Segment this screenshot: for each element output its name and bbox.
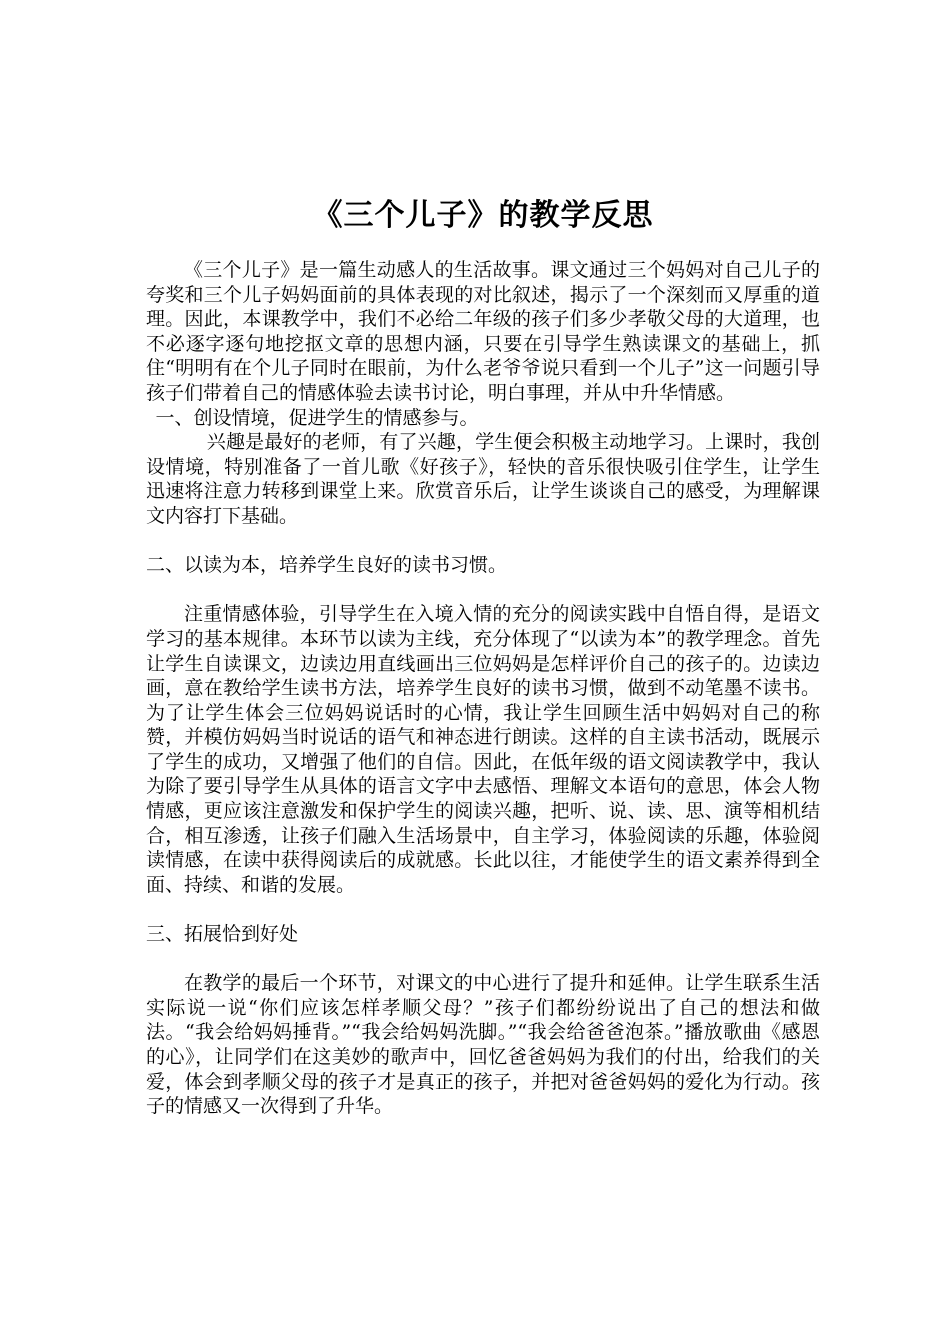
section-3-body: 在教学的最后一个环节，对课文的中心进行了提升和延伸。让学生联系生活实际说一说“你们应该怎样孝顺父母？”孩子们都纷纷说出了自己的想法和做法。“我会给妈妈捶背。”“我会给妈妈洗脚。”“我会给爸爸泡茶。”播放歌曲《感恩的心》，让同学们在这美妙的歌声中，回忆爸爸妈妈为我们的付出，给我们的关爱，体会到孝顺父母的孩子才是真正的孩子，并把对爸爸妈妈的爱化为行动。孩子的情感又一次得到了升华。 bbox=[146, 972, 820, 1118]
document-title: 《三个儿子》的教学反思 bbox=[312, 198, 654, 233]
section-3-heading: 三、拓展恰到好处 bbox=[146, 923, 299, 946]
paragraph-gap bbox=[146, 578, 820, 603]
intro-paragraph: 《三个儿子》是一篇生动感人的生活故事。课文通过三个妈妈对自己儿子的夸奖和三个儿子妈妈面前的具体表现的对比叙述，揭示了一个深刻而又厚重的道理。因此，本课教学中，我们不必给二年级的孩子们多少孝敬父母的大道理，也不必逐字逐句地挖抠文章的思想内涵，只要在引导学生熟读课文的基础上，抓住“明明有在个儿子同时在眼前，为什么老爷爷说只看到一个儿子”这一问题引导孩子们带着自己的情感体验去读书讨论，明白事理，并从中升华情感。 bbox=[146, 259, 820, 404]
section-1-body: 兴趣是最好的老师，有了兴趣，学生便会积极主动地学习。上课时，我创设情境，特别准备了一首儿歌《好孩子》，轻快的音乐很快吸引住学生，让学生迅速将注意力转移到课堂上来。欣赏音乐后，让学生谈谈自己的感受，为理解课文内容打下基础。 bbox=[146, 431, 820, 527]
paragraph-gap bbox=[146, 947, 820, 972]
paragraph-gap bbox=[146, 897, 820, 922]
section-2-heading: 二、以读为本，培养学生良好的读书习惯。 bbox=[146, 554, 508, 577]
section-2-body: 注重情感体验，引导学生在入境入情的充分的阅读实践中自悟自得，是语文学习的基本规律。本环节以读为主线，充分体现了“以读为本”的教学理念。首先让学生自读课文，边读边用直线画出三位妈妈是怎样评价自己的孩子的。边读边画，意在教给学生读书方法，培养学生良好的读书习惯，做到不动笔墨不读书。为了让学生体会三位妈妈说话时的心情，我让学生回顾生活中妈妈对自己的称赞，并模仿妈妈当时说话的语气和神态进行朗读。这样的自主读书活动，既展示了学生的成功，又增强了他们的自信。因此，在低年级的语文阅读教学中，我认为除了要引导学生从具体的语言文字中去感悟、理解文本语句的意思，体会人物情感，更应该注意激发和保护学生的阅读兴趣，把听、说、读、思、演等相机结合，相互渗透，让孩子们融入生活场景中，自主学习，体验阅读的乐趣，体验阅读情感，在读中获得阅读后的成就感。长此以往，才能使学生的语文素养得到全面、持续、和谐的发展。 bbox=[146, 603, 820, 896]
section-1-heading: 一、创设情境，促进学生的情感参与。 bbox=[155, 406, 479, 429]
document-page bbox=[146, 196, 820, 1119]
paragraph-gap bbox=[146, 529, 820, 554]
